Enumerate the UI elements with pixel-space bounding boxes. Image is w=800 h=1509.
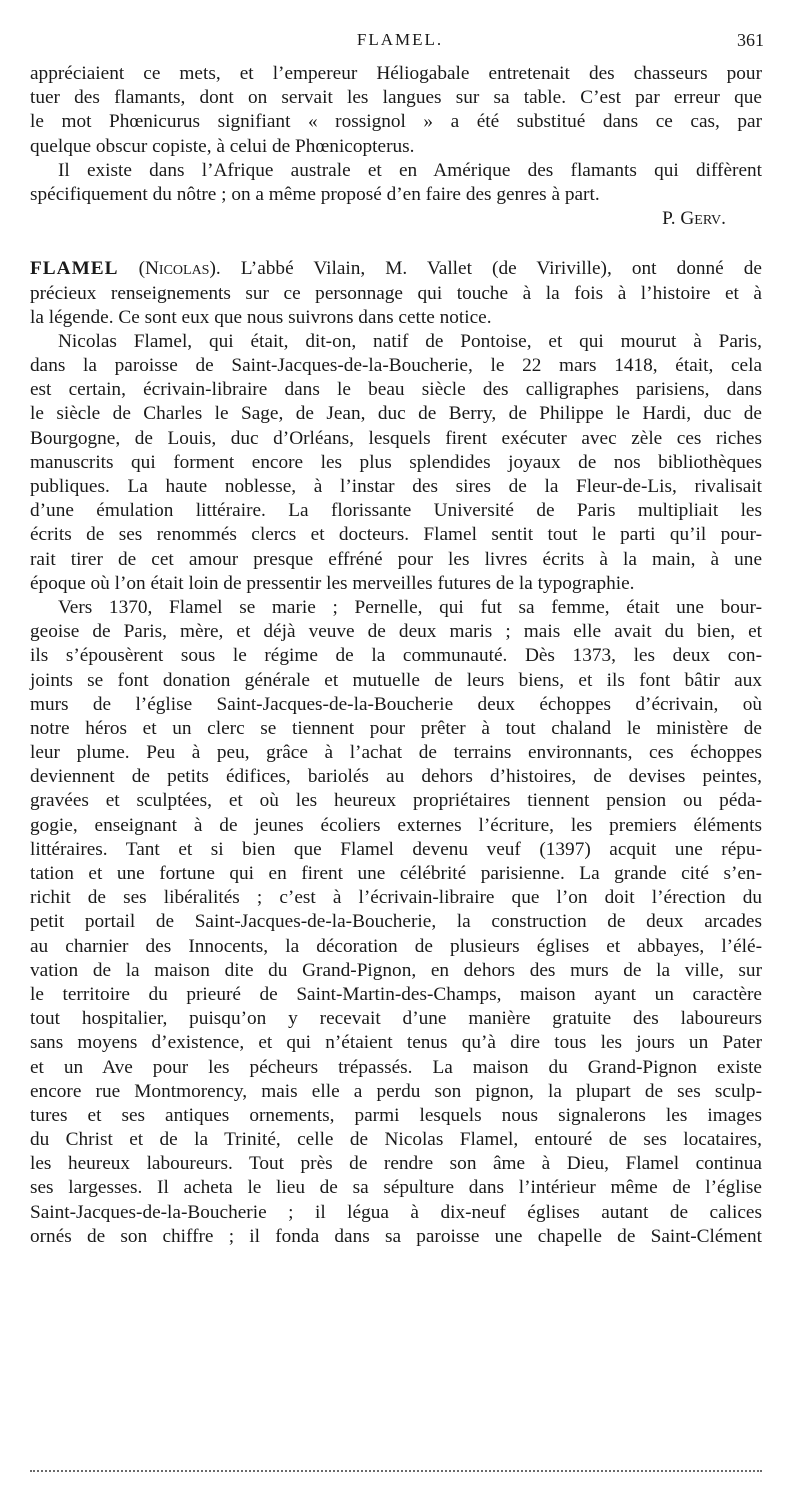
text-line: notre héros et un clerc se tiennent pour prêter à tout chaland le ministère de	[30, 717, 762, 739]
text-line: écrits de ses renommés clercs et docteurs. Flamel sentit tout le parti qu’il pour-	[30, 524, 762, 546]
text-line: le siècle de Charles le Sage, de Jean, duc de Berry, de Philippe le Hardi, duc de	[30, 403, 762, 425]
text-line: d’une émulation littéraire. La florissante Université de Paris multipliait les	[30, 500, 762, 522]
author-signature: P. Gerv.	[662, 208, 726, 230]
text-line: manuscrits qui forment encore les plus splendides joyaux de nos bibliothèques	[30, 451, 762, 473]
text-line: les heureux laboureurs. Tout près de rendre son âme à Dieu, Flamel continua	[30, 1153, 762, 1175]
text-line: spécifiquement du nôtre ; on a même proposé d’en faire des genres à part.	[30, 183, 600, 205]
footer-dotted-rule	[30, 1470, 762, 1472]
article-first-line	[30, 257, 762, 281]
text-line: murs de l’église Saint-Jacques-de-la-Boucherie deux échoppes d’écrivain, où	[30, 693, 762, 715]
running-title: FLAMEL.	[356, 30, 444, 49]
text-line: est certain, écrivain-libraire dans le beau siècle des calligraphes parisiens, dans	[30, 379, 762, 401]
text-line: ils s’épousèrent sous le régime de la communauté. Dès 1373, les deux con-	[30, 645, 762, 667]
text-line: tures et ses antiques ornements, parmi lesquels nous signalerons les images	[30, 1104, 762, 1126]
first-line-text: L’abbé Vilain, M. Vallet (de Viriville), ont donné de	[240, 258, 762, 280]
page-body	[30, 62, 762, 1249]
text-line: rait tirer de cet amour presque effréné pour les livres écrits à la main, à une	[30, 548, 762, 570]
article-subhead: (Nicolas).	[138, 258, 221, 280]
text-line: gogie, enseignant à de jeunes écoliers externes l’écriture, les premiers éléments	[30, 814, 762, 836]
text-line: appréciaient ce mets, et l’empereur Héliogabale entretenait des chasseurs pour	[30, 63, 762, 84]
text-line: Il existe dans l’Afrique australe et en Amérique des flamants qui diffèrent	[58, 159, 762, 181]
text-line: publiques. La haute noblesse, à l’instar des sires de la Fleur-de-Lis, rivalisait	[30, 476, 762, 497]
text-line: gravées et sculptées, et où les heureux propriétaires tiennent pension ou péda-	[30, 790, 762, 812]
text-line: époque où l’on était loin de pressentir les merveilles futures de la typographie.	[30, 572, 635, 594]
text-line: leur plume. Peu à peu, grâce à l’achat de terrains environnants, ces échoppes	[30, 742, 762, 764]
text-line: tuer des flamants, dont on servait les langues sur sa table. C’est par erreur que	[30, 87, 762, 109]
text-line: dans la paroisse de Saint-Jacques-de-la-Boucherie, le 22 mars 1418, était, cela	[30, 355, 762, 377]
text-line: deviennent de petits édifices, bariolés au dehors d’histoires, de devises peintes,	[30, 766, 762, 788]
text-line: sans moyens d’existence, et qui n’étaient tenus qu’à dire tous les jours un Pater	[30, 1032, 762, 1054]
text-line: richit de ses libéralités ; c’est à l’écrivain-libraire que l’on doit l’érection du	[30, 887, 762, 909]
text-line: geoise de Paris, mère, et déjà veuve de deux maris ; mais elle avait du bien, et	[30, 621, 762, 643]
text-line: tout hospitalier, puisqu’on y recevait d’une manière gratuite des laboureurs	[30, 1008, 762, 1030]
text-line: joints se font donation générale et mutuelle de leurs biens, et ils font bâtir aux	[30, 669, 762, 691]
flamant-article-continuation	[30, 62, 762, 231]
text-line: quelque obscur copiste, à celui de Phœnicopterus.	[30, 135, 415, 157]
text-line: Saint-Jacques-de-la-Boucherie ; il légua à dix-neuf églises autant de calices	[30, 1201, 762, 1223]
text-line: précieux renseignements sur ce personnage qui touche à la fois à l’histoire et à	[30, 282, 762, 304]
flamel-article	[30, 257, 762, 1249]
article-headword: FLAMEL	[30, 258, 119, 280]
text-line: Bourgogne, de Louis, duc d’Orléans, lesquels firent exécuter avec zèle ces riches	[30, 427, 762, 449]
text-line: tation et une fortune qui en firent une célébrité parisienne. La grande cité s’en-	[30, 863, 762, 884]
text-line: littéraires. Tant et si bien que Flamel devenu veuf (1397) acquit une répu-	[30, 838, 762, 860]
text-line: encore rue Montmorency, mais elle a perdu son pignon, la plupart de ses sculp-	[30, 1080, 762, 1102]
text-line: petit portail de Saint-Jacques-de-la-Boucherie, la construction de deux arcades	[30, 911, 762, 933]
text-line: le territoire du prieuré de Saint-Martin-des-Champs, maison ayant un caractère	[30, 983, 762, 1005]
text-line: ses largesses. Il acheta le lieu de sa sépulture dans l’intérieur même de l’église	[30, 1177, 762, 1199]
text-line: vation de la maison dite du Grand-Pignon, en dehors des murs de la ville, sur	[30, 959, 762, 981]
page-number: 361	[737, 30, 764, 50]
text-line: Vers 1370, Flamel se marie ; Pernelle, qui fut sa femme, était une bour-	[58, 596, 762, 618]
text-line: le mot Phœnicurus signifiant « rossignol » a été substitué dans ce cas, par	[30, 111, 762, 133]
section-gap	[30, 231, 762, 257]
page-header	[0, 30, 800, 56]
text-line: Nicolas Flamel, qui était, dit-on, natif de Pontoise, et qui mourut à Paris,	[58, 330, 762, 352]
text-line: du Christ et de la Trinité, celle de Nicolas Flamel, entouré de ses locataires,	[30, 1129, 762, 1151]
text-line: et un Ave pour les pécheurs trépassés. La maison du Grand-Pignon existe	[30, 1056, 762, 1078]
text-line: la légende. Ce sont eux que nous suivrons dans cette notice.	[30, 306, 492, 328]
text-line: ornés de son chiffre ; il fonda dans sa paroisse une chapelle de Saint-Clément	[30, 1225, 762, 1247]
text-line: au charnier des Innocents, la décoration de plusieurs églises et abbayes, l’élé-	[30, 935, 762, 957]
